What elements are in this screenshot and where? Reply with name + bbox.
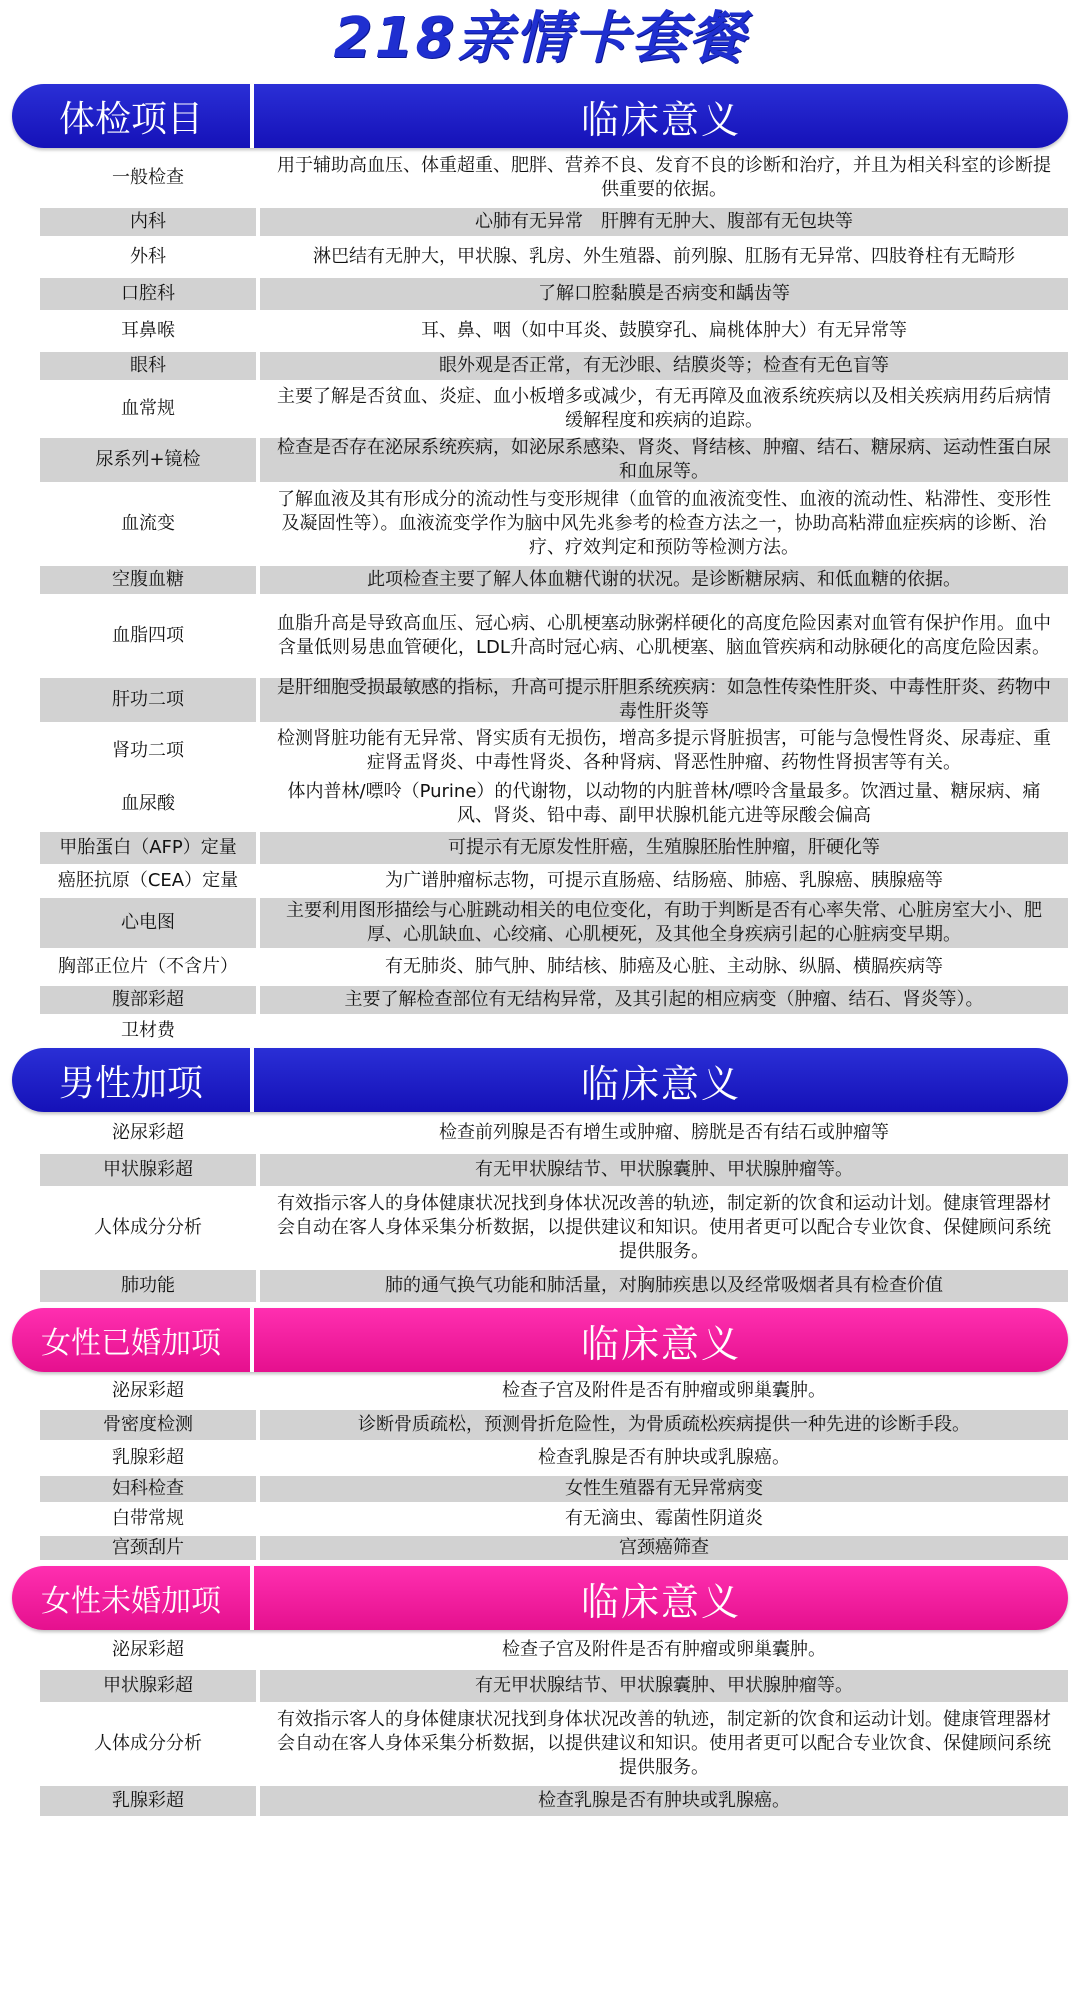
item-name: 妇科检查 bbox=[40, 1476, 256, 1502]
item-name: 胸部正位片（不含片） bbox=[58, 956, 238, 977]
item-name: 尿系列+镜检 bbox=[40, 438, 256, 482]
item-name: 外科 bbox=[130, 246, 166, 267]
table-row bbox=[40, 598, 1068, 674]
item-desc: 肺的通气换气功能和肺活量，对胸肺疾患以及经常吸烟者具有检查价值 bbox=[260, 1270, 1068, 1302]
table-row bbox=[40, 868, 1068, 894]
item-desc: 了解口腔黏膜是否病变和龋齿等 bbox=[260, 278, 1068, 310]
table-row bbox=[40, 1634, 1068, 1666]
item-name: 内科 bbox=[40, 208, 256, 236]
item-name: 甲状腺彩超 bbox=[40, 1670, 256, 1702]
section-header-left: 女性已婚加项 bbox=[41, 1326, 221, 1361]
table-row bbox=[40, 240, 1068, 274]
table-row bbox=[40, 1410, 1068, 1440]
table-row bbox=[40, 1706, 1068, 1782]
item-name: 甲胎蛋白（AFP）定量 bbox=[40, 832, 256, 864]
item-desc: 检查子宫及附件是否有肿瘤或卵巢囊肿。 bbox=[502, 1639, 826, 1660]
table-row bbox=[40, 438, 1068, 482]
item-desc: 有效指示客人的身体健康状况找到身体状况改善的轨迹，制定新的饮食和运动计划。健康管理器材会自动在客人身体采集分析数据，以提供建议和知识。使用者更可以配合专业饮食、保健顾问系统提供服务。 bbox=[277, 1709, 1051, 1778]
item-desc: 血脂升高是导致高血压、冠心病、心肌梗塞动脉粥样硬化的高度危险因素对血管有保护作用。血中含量低则易患血管硬化，LDL升高时冠心病、心肌梗塞、脑血管疾病和动脉硬化的高度危险因素。 bbox=[277, 613, 1051, 658]
item-desc: 此项检查主要了解人体血糖代谢的状况。是诊断糖尿病、和低血糖的依据。 bbox=[260, 566, 1068, 594]
item-desc: 检查子宫及附件是否有肿瘤或卵巢囊肿。 bbox=[502, 1380, 826, 1401]
section-header-left: 体检项目 bbox=[58, 98, 203, 140]
table-row bbox=[40, 1786, 1068, 1816]
item-name: 一般检查 bbox=[112, 167, 184, 188]
table-row bbox=[40, 208, 1068, 236]
item-name: 腹部彩超 bbox=[40, 986, 256, 1014]
item-desc: 检查前列腺是否有增生或肿瘤、膀胱是否有结石或肿瘤等 bbox=[439, 1122, 889, 1143]
table-row bbox=[40, 1476, 1068, 1502]
table-row bbox=[40, 566, 1068, 594]
item-name: 血流变 bbox=[121, 513, 175, 534]
section-female-unmarried bbox=[0, 1566, 1080, 1816]
item-desc: 用于辅助高血压、体重超重、肥胖、营养不良、发育不良的诊断和治疗，并且为相关科室的诊断提供重要的依据。 bbox=[277, 155, 1051, 200]
table-row bbox=[40, 278, 1068, 310]
item-desc: 主要了解是否贫血、炎症、血小板增多或减少，有无再障及血液系统疾病以及相关疾病用药后病情缓解程度和疾病的追踪。 bbox=[277, 386, 1051, 431]
item-name: 宫颈刮片 bbox=[40, 1536, 256, 1560]
item-desc: 有无肺炎、肺气肿、肺结核、肺癌及心脏、主动脉、纵膈、横膈疾病等 bbox=[385, 956, 943, 977]
table-row bbox=[40, 952, 1068, 982]
section-basic bbox=[0, 84, 1080, 1044]
table-row bbox=[40, 1190, 1068, 1266]
section-rows bbox=[40, 152, 1068, 1044]
table-row bbox=[40, 780, 1068, 828]
section-header bbox=[12, 1566, 1068, 1630]
item-desc: 女性生殖器有无异常病变 bbox=[260, 1476, 1068, 1502]
item-name: 甲状腺彩超 bbox=[40, 1154, 256, 1186]
section-male bbox=[0, 1048, 1080, 1302]
item-desc: 有无滴虫、霉菌性阴道炎 bbox=[565, 1508, 763, 1529]
item-desc: 检测肾脏功能有无异常、肾实质有无损伤，增高多提示肾脏损害，可能与急慢性肾炎、尿毒症、重症肾盂肾炎、中毒性肾炎、各种肾病、肾恶性肿瘤、药物性肾损害等有关。 bbox=[277, 728, 1051, 773]
item-name: 耳鼻喉 bbox=[121, 320, 175, 341]
item-desc: 主要利用图形描绘与心脏跳动相关的电位变化，有助于判断是否有心率失常、心脏房室大小、肥厚、心肌缺血、心绞痛、心肌梗死，及其他全身疾病引起的心脏病变早期。 bbox=[260, 898, 1068, 948]
section-header-right: 临床意义 bbox=[580, 1579, 741, 1624]
section-rows bbox=[40, 1634, 1068, 1816]
page-title: 218亲情卡套餐 bbox=[333, 6, 747, 71]
section-header bbox=[12, 1308, 1068, 1372]
item-desc: 有效指示客人的身体健康状况找到身体状况改善的轨迹，制定新的饮食和运动计划。健康管理器材会自动在客人身体采集分析数据，以提供建议和知识。使用者更可以配合专业饮食、保健顾问系统提供服务。 bbox=[277, 1193, 1051, 1262]
item-desc: 检查是否存在泌尿系统疾病，如泌尿系感染、肾炎、肾结核、肿瘤、结石、糖尿病、运动性蛋白尿和血尿等。 bbox=[260, 438, 1068, 482]
item-name: 骨密度检测 bbox=[40, 1410, 256, 1440]
table-row bbox=[40, 832, 1068, 864]
section-rows bbox=[40, 1116, 1068, 1302]
section-header-right: 临床意义 bbox=[580, 97, 741, 142]
section-header bbox=[12, 84, 1068, 148]
table-row bbox=[40, 152, 1068, 204]
item-desc: 可提示有无原发性肝癌，生殖腺胚胎性肿瘤，肝硬化等 bbox=[260, 832, 1068, 864]
table-row bbox=[40, 352, 1068, 380]
section-header-left: 男性加项 bbox=[58, 1062, 203, 1104]
table-row bbox=[40, 1376, 1068, 1406]
item-desc: 耳、鼻、咽（如中耳炎、鼓膜穿孔、扁桃体肿大）有无异常等 bbox=[421, 320, 907, 341]
table-row bbox=[40, 314, 1068, 348]
table-row bbox=[40, 1506, 1068, 1532]
item-name: 泌尿彩超 bbox=[112, 1380, 184, 1401]
item-desc: 眼外观是否正常，有无沙眼、结膜炎等；检查有无色盲等 bbox=[260, 352, 1068, 380]
item-name: 乳腺彩超 bbox=[40, 1786, 256, 1816]
table-row bbox=[40, 1018, 1068, 1044]
item-desc: 检查乳腺是否有肿块或乳腺癌。 bbox=[260, 1786, 1068, 1816]
item-desc: 是肝细胞受损最敏感的指标，升高可提示肝胆系统疾病：如急性传染性肝炎、中毒性肝炎、药物中毒性肝炎等 bbox=[260, 678, 1068, 722]
item-name: 人体成分分析 bbox=[94, 1733, 202, 1754]
section-header bbox=[12, 1048, 1068, 1112]
item-desc: 检查乳腺是否有肿块或乳腺癌。 bbox=[538, 1447, 790, 1468]
item-name: 泌尿彩超 bbox=[112, 1122, 184, 1143]
item-desc: 淋巴结有无肿大，甲状腺、乳房、外生殖器、前列腺、肛肠有无异常、四肢脊柱有无畸形 bbox=[313, 246, 1015, 267]
item-desc: 宫颈癌筛查 bbox=[260, 1536, 1068, 1560]
item-desc: 诊断骨质疏松，预测骨折危险性，为骨质疏松疾病提供一种先进的诊断手段。 bbox=[260, 1410, 1068, 1440]
table-row bbox=[40, 486, 1068, 562]
item-desc bbox=[260, 1018, 1068, 1044]
table-row bbox=[40, 1116, 1068, 1150]
table-row bbox=[40, 1270, 1068, 1302]
item-name: 心电图 bbox=[40, 898, 256, 948]
item-desc: 体内普林/嘌呤（Purine）的代谢物，以动物的内脏普林/嘌呤含量最多。饮酒过量、糖尿病、痛风、肾炎、铅中毒、副甲状腺机能亢进等尿酸会偏高 bbox=[287, 781, 1041, 826]
item-name: 血尿酸 bbox=[121, 793, 175, 814]
item-name: 血常规 bbox=[121, 398, 175, 419]
table-row bbox=[40, 1536, 1068, 1560]
item-name: 白带常规 bbox=[112, 1508, 184, 1529]
item-desc: 有无甲状腺结节、甲状腺囊肿、甲状腺肿瘤等。 bbox=[260, 1154, 1068, 1186]
table-row bbox=[40, 726, 1068, 776]
table-row bbox=[40, 986, 1068, 1014]
item-name: 血脂四项 bbox=[112, 625, 184, 646]
table-row bbox=[40, 384, 1068, 434]
table-row bbox=[40, 1154, 1068, 1186]
item-name: 肝功二项 bbox=[40, 678, 256, 722]
item-name: 空腹血糖 bbox=[40, 566, 256, 594]
item-name: 肺功能 bbox=[40, 1270, 256, 1302]
table-row bbox=[40, 898, 1068, 948]
item-name: 肾功二项 bbox=[112, 740, 184, 761]
item-name: 泌尿彩超 bbox=[112, 1639, 184, 1660]
section-rows bbox=[40, 1376, 1068, 1560]
section-header-right: 临床意义 bbox=[580, 1061, 741, 1106]
item-name: 眼科 bbox=[40, 352, 256, 380]
section-female-married bbox=[0, 1308, 1080, 1560]
item-desc: 主要了解检查部位有无结构异常，及其引起的相应病变（肿瘤、结石、肾炎等）。 bbox=[260, 986, 1068, 1014]
item-name: 卫材费 bbox=[121, 1020, 175, 1041]
item-name: 口腔科 bbox=[40, 278, 256, 310]
section-header-left: 女性未婚加项 bbox=[41, 1584, 221, 1619]
item-name: 乳腺彩超 bbox=[112, 1447, 184, 1468]
item-name: 人体成分分析 bbox=[94, 1217, 202, 1238]
item-desc: 了解血液及其有形成分的流动性与变形规律（血管的血液流变性、血液的流动性、粘滞性、变形性及凝固性等）。血液流变学作为脑中风先兆参考的检查方法之一，协助高粘滞血症疾病的诊断、治疗、疗效判定和预防等检测方法。 bbox=[277, 489, 1051, 558]
section-header-right: 临床意义 bbox=[580, 1321, 741, 1366]
item-desc: 为广谱肿瘤标志物，可提示直肠癌、结肠癌、肺癌、乳腺癌、胰腺癌等 bbox=[385, 870, 943, 891]
item-desc: 心肺有无异常 肝脾有无肿大、腹部有无包块等 bbox=[260, 208, 1068, 236]
item-name: 癌胚抗原（CEA）定量 bbox=[57, 870, 239, 891]
item-desc: 有无甲状腺结节、甲状腺囊肿、甲状腺肿瘤等。 bbox=[260, 1670, 1068, 1702]
table-row bbox=[40, 1444, 1068, 1472]
table-row bbox=[40, 1670, 1068, 1702]
table-row bbox=[40, 678, 1068, 722]
